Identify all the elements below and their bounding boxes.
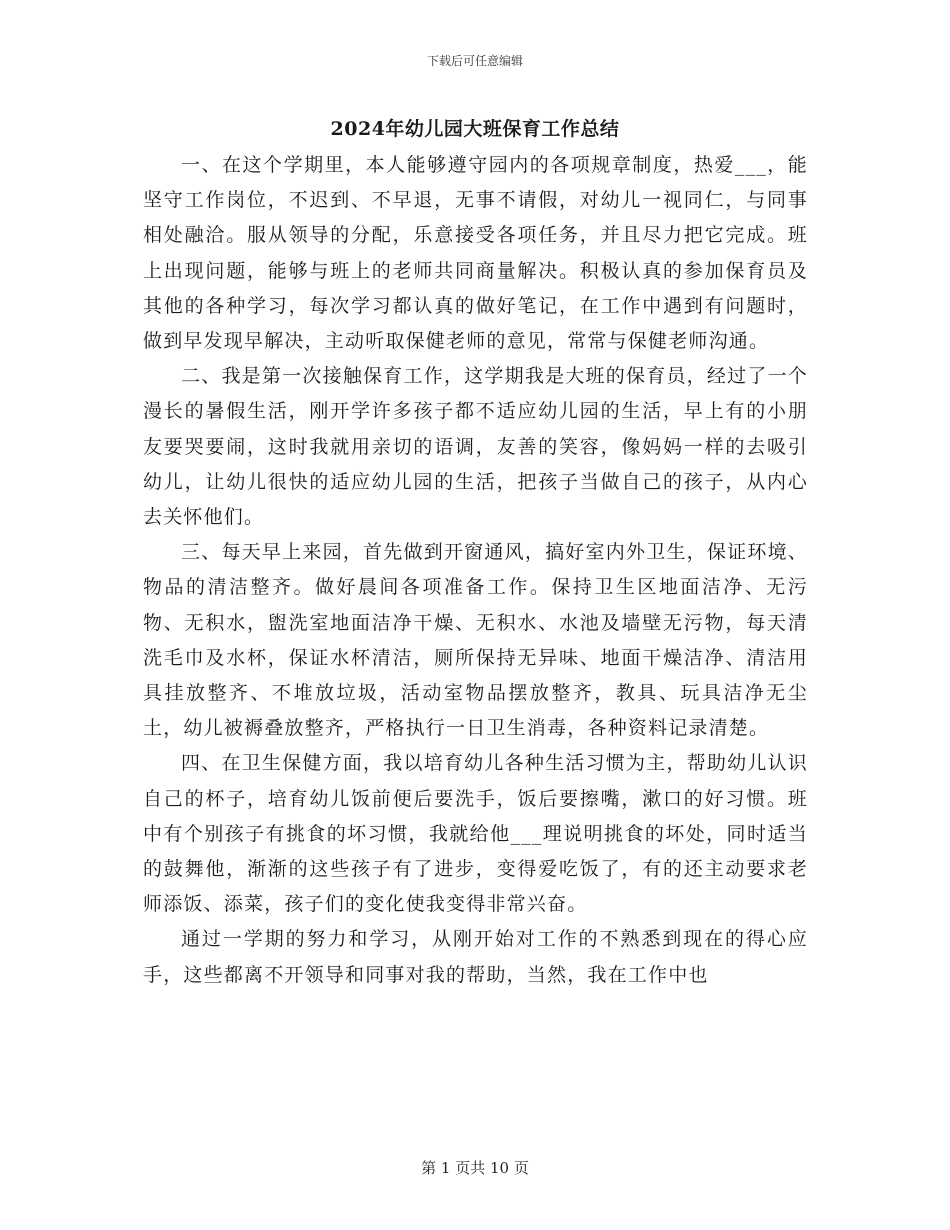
document-title: 2024年幼儿园大班保育工作总结 — [330, 118, 620, 140]
paragraph-3: 三、每天早上来园，首先做到开窗通风，搞好室内外卫生，保证环境、物品的清洁整齐。做好晨间各项准备工作。保持卫生区地面洁净、无污物、无积水，盥洗室地面洁净干燥、无积水、水池及墙壁无污物，每天清洗毛巾及水杯，保证水杯清洁，厕所保持无异味、地面干燥洁净、清洁用具挂放整齐、不堆放垃圾，活动室物品摆放整齐，教具、玩具洁净无尘土，幼儿被褥叠放整齐，严格执行一日卫生消毒，各种资料记录清楚。 — [143, 541, 808, 740]
page-footer: 第 1 页共 10 页 — [421, 1159, 529, 1177]
paragraph-4: 四、在卫生保健方面，我以培育幼儿各种生活习惯为主，帮助幼儿认识自己的杯子，培育幼儿饭前便后要洗手，饭后要擦嘴，漱口的好习惯。班中有个别孩子有挑食的坏习惯，我就给他___理说明挑食的坏处，同时适当的鼓舞他，渐渐的这些孩子有了进步，变得爱吃饭了，有的还主动要求老师添饭、添菜，孩子们的变化使我变得非常兴奋。 — [143, 752, 808, 916]
paragraph-2: 二、我是第一次接触保育工作，这学期我是大班的保育员，经过了一个漫长的暑假生活，刚开学许多孩子都不适应幼儿园的生活，早上有的小朋友要哭要闹，这时我就用亲切的语调，友善的笑容，像妈妈一样的去吸引幼儿，让幼儿很快的适应幼儿园的生活，把孩子当做自己的孩子，从内心去关怀他们。 — [143, 365, 808, 529]
document-body — [143, 148, 808, 993]
paragraph-5: 通过一学期的努力和学习，从刚开始对工作的不熟悉到现在的得心应手，这些都离不开领导和同事对我的帮助，当然，我在工作中也 — [143, 928, 808, 986]
paragraph-1: 一、在这个学期里，本人能够遵守园内的各项规章制度，热爱___，能坚守工作岗位，不迟到、不早退，无事不请假，对幼儿一视同仁，与同事相处融洽。服从领导的分配，乐意接受各项任务，并且尽力把它完成。班上出现问题，能够与班上的老师共同商量解决。积极认真的参加保育员及其他的各种学习，每次学习都认真的做好笔记，在工作中遇到有问题时，做到早发现早解决，主动听取保健老师的意见，常常与保健老师沟通。 — [143, 154, 808, 353]
header-note: 下载后可任意编辑 — [426, 54, 523, 68]
